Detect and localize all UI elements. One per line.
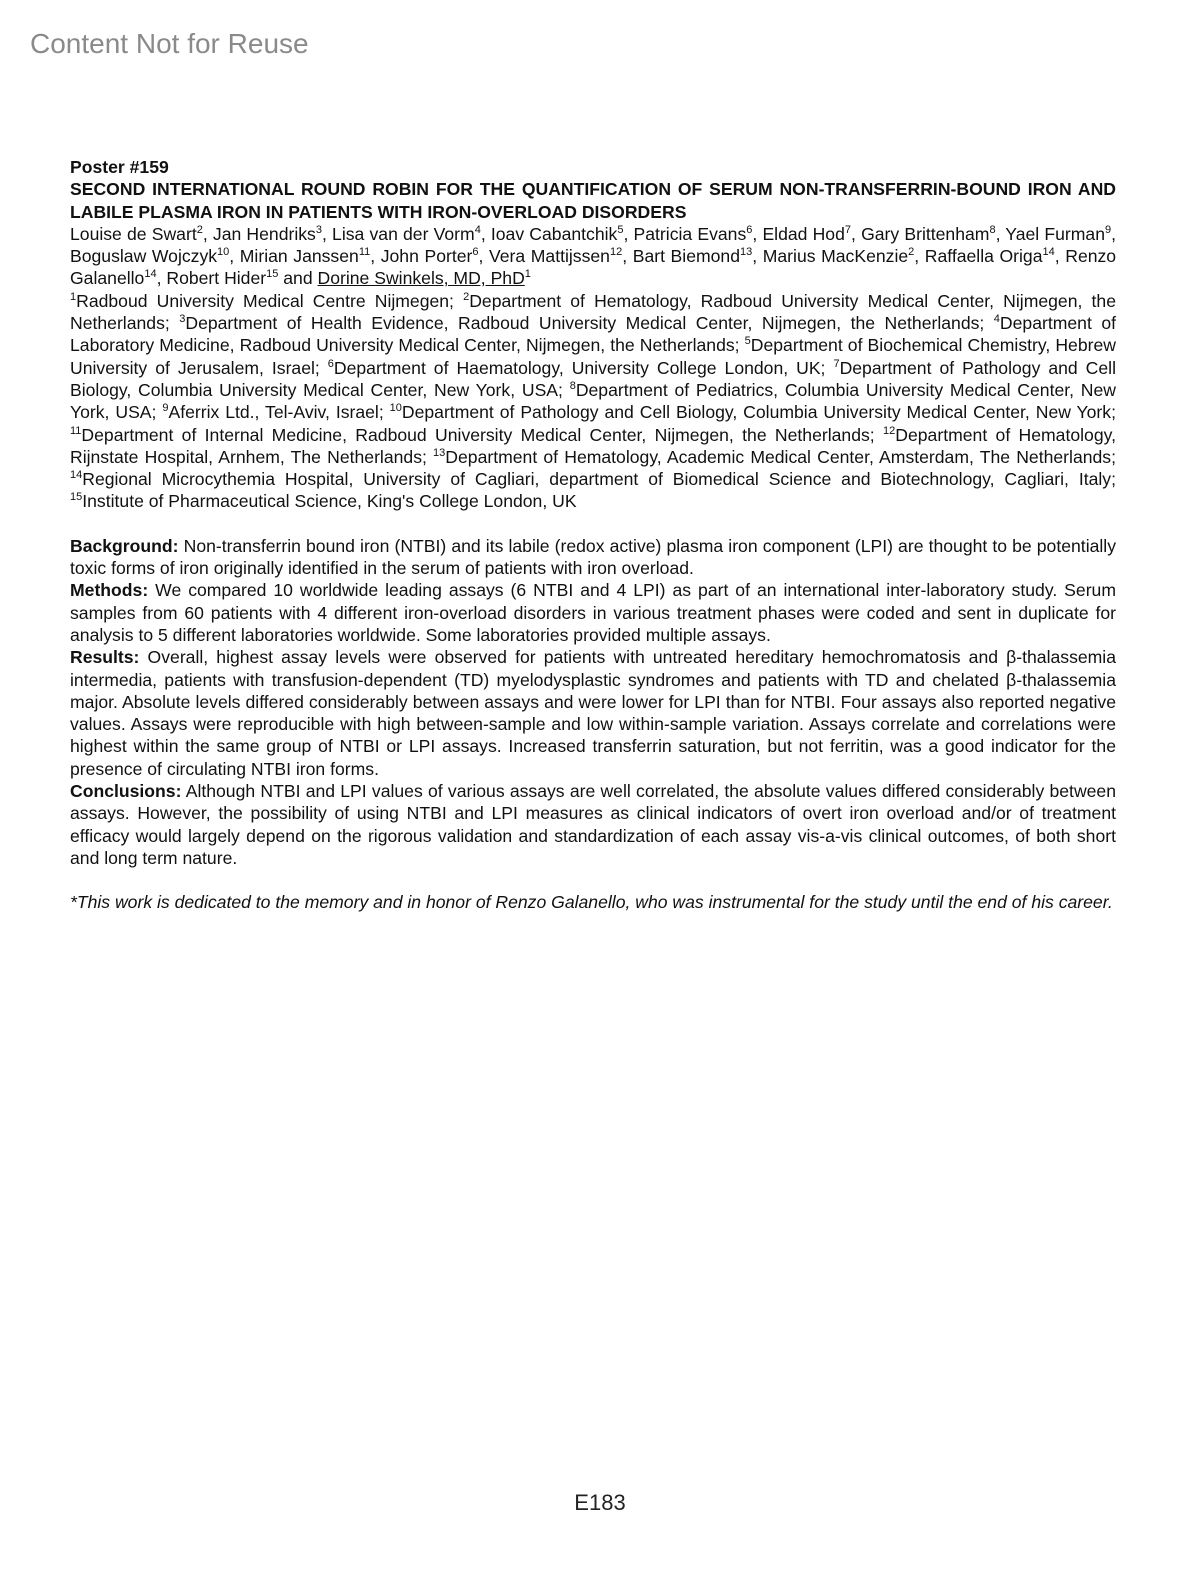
affiliation-number: 1 xyxy=(70,290,77,303)
affiliation-text: Department of Biochemical Chemistry, Hebrew University of Jerusalem, Israel; xyxy=(70,335,1116,378)
author-affiliation-number: 6 xyxy=(746,224,753,237)
author xyxy=(491,224,634,244)
dedication-note: *This work is dedicated to the memory and in honor of Renzo Galanello, who was instrumental for the study until the end of his career. xyxy=(70,892,1113,913)
affiliation xyxy=(70,291,463,311)
author-name: Gary Brittenham xyxy=(861,223,990,244)
author xyxy=(634,224,763,244)
spacer xyxy=(70,869,1116,891)
author-separator: , xyxy=(851,223,862,244)
author-name: John Porter xyxy=(380,246,473,267)
affiliation-number: 7 xyxy=(833,357,840,370)
author-name: Dorine Swinkels, MD, PhD xyxy=(317,268,525,289)
author-affiliation-number: 6 xyxy=(472,246,479,259)
author xyxy=(166,268,317,288)
affiliation xyxy=(179,313,994,333)
author xyxy=(213,224,332,244)
author-affiliation-number: 12 xyxy=(609,246,623,259)
results-section xyxy=(70,646,1116,780)
spacer xyxy=(70,513,1116,535)
affiliation xyxy=(162,402,389,422)
affiliation-number: 4 xyxy=(993,313,1000,326)
author xyxy=(332,224,491,244)
author-name: Mirian Janssen xyxy=(239,246,359,267)
author-separator: , xyxy=(752,246,763,267)
affiliation-text: Regional Microcythemia Hospital, University of Cagliari, department of Biomedical Science and Biotechnology, Cagliari, Italy; xyxy=(82,469,1116,490)
author-affiliation-number: 8 xyxy=(989,224,996,237)
author-separator: , xyxy=(478,246,489,267)
author xyxy=(762,224,861,244)
affiliation-text: Institute of Pharmaceutical Science, King's College London, UK xyxy=(82,491,577,512)
author-separator: , xyxy=(622,246,633,267)
page-number: E183 xyxy=(574,1490,626,1515)
author xyxy=(861,224,1005,244)
affiliation-text: Department of Pathology and Cell Biology, Columbia University Medical Center, New York; xyxy=(401,402,1116,423)
author xyxy=(489,246,633,266)
author-name: Jan Hendriks xyxy=(212,223,316,244)
affiliation-number: 15 xyxy=(70,491,83,504)
author-name: Louise de Swart xyxy=(70,223,197,244)
affiliation-number: 14 xyxy=(70,469,83,482)
author-affiliation-number: 9 xyxy=(1104,224,1112,237)
affiliation-text: Department of Laboratory Medicine, Radboud University Medical Center, Nijmegen, the Netherlands; xyxy=(70,313,1116,356)
author xyxy=(70,224,213,244)
affiliation-number: 11 xyxy=(70,424,82,437)
affiliation xyxy=(70,425,883,445)
author-name: Robert Hider xyxy=(166,268,267,289)
author xyxy=(70,246,240,266)
author-name: Lisa van der Vorm xyxy=(332,223,475,244)
author-name: Vera Mattijssen xyxy=(488,246,610,267)
affiliation-text: Radboud University Medical Centre Nijmegen; xyxy=(76,290,464,311)
affiliation xyxy=(70,491,577,511)
affiliation-number: 12 xyxy=(883,424,896,437)
affiliation-text: Department of Hematology, Rijnstate Hospital, Arnhem, The Netherlands; xyxy=(70,424,1116,467)
abstract xyxy=(70,156,1116,914)
methods-text: We compared 10 worldwide leading assays (6 NTBI and 4 LPI) as part of an international inter-laboratory study. Serum samples from 60 patients with 4 different iron-overload disorders in various treatment phases were coded and sent in duplicate for analysis to 5 different laboratories worldwide. Some laboratories provided multiple assays. xyxy=(70,580,1117,645)
results-text: Overall, highest assay levels were observed for patients with untreated hereditary hemochromatosis and β-thalassemia intermedia, patients with transfusion-dependent (TD) myelodysplastic syndromes and patients with TD and chelated β-thalassemia major. Absolute levels differed considerably between assays and were lower for LPI than for NTBI. Four assays also reported negative values. Assays were reproducible with high between-sample and low within-sample variation. Assays correlate and correlations were highest within the same group of NTBI or LPI assays. Increased transferrin saturation, but not ferritin, was a good indicator for the presence of circulating NTBI iron forms. xyxy=(70,647,1116,779)
author-name: Marius MacKenzie xyxy=(762,246,909,267)
author-separator: , xyxy=(229,246,240,267)
affiliation xyxy=(433,447,1116,467)
author-affiliation-number: 3 xyxy=(315,224,322,237)
affiliation-number: 5 xyxy=(744,335,751,348)
affiliation-number: 2 xyxy=(463,290,470,303)
author-separator: , xyxy=(623,223,634,244)
background-text: Non-transferrin bound iron (NTBI) and its labile (redox active) plasma iron component (LPI) are thought to be potentially toxic forms of iron originally identified in the serum of patients with iron overload. xyxy=(70,535,1116,579)
conclusions-text: Although NTBI and LPI values of various assays are well correlated, the absolute values differed considerably between assays. However, the possibility of using NTBI and LPI measures as clinical indicators of overt iron overload and/or of treatment efficacy would largely depend on the rigorous validation and standardization of each assay vis-a-vis clinical outcomes, of both short and long term nature. xyxy=(70,781,1117,868)
affiliation-number: 8 xyxy=(569,380,576,393)
author-separator: , xyxy=(995,223,1006,244)
author-affiliation-number: 14 xyxy=(1042,246,1055,259)
affiliation-text: Aferrix Ltd., Tel-Aviv, Israel; xyxy=(168,402,390,423)
affiliation xyxy=(390,402,1116,422)
author-affiliation-number: 7 xyxy=(844,224,851,237)
affiliation-text: Department of Haematology, University College London, UK; xyxy=(333,357,834,378)
author-name: Boguslaw Wojczyk xyxy=(70,246,218,267)
affiliation-text: Department of Pathology and Cell Biology, Columbia University Medical Center, New York, USA; xyxy=(70,357,1116,400)
affiliation-number: 10 xyxy=(389,402,402,415)
author-separator: and xyxy=(278,268,318,289)
author xyxy=(240,246,381,266)
methods-label: Methods: xyxy=(70,580,149,601)
affiliation-number: 13 xyxy=(433,447,446,459)
author-affiliation-number: 4 xyxy=(474,224,481,237)
author-affiliation-number: 1 xyxy=(524,268,531,281)
author-affiliation-number: 5 xyxy=(617,224,624,237)
author xyxy=(763,246,925,266)
affiliation xyxy=(70,469,1116,489)
author-affiliation-number: 13 xyxy=(740,246,753,259)
affiliation-text: Department of Hematology, Academic Medical Center, Amsterdam, The Netherlands; xyxy=(445,446,1116,467)
author-affiliation-number: 15 xyxy=(266,268,279,281)
affiliation-text: Department of Internal Medicine, Radboud University Medical Center, Nijmegen, the Netherlands; xyxy=(81,424,884,445)
author xyxy=(925,246,1065,266)
author-name: Yael Furman xyxy=(1005,223,1105,244)
author-name: Raffaella Origa xyxy=(924,246,1043,267)
methods-section xyxy=(70,579,1116,646)
author-separator: , xyxy=(321,223,333,244)
author-separator: , xyxy=(752,223,763,244)
affiliation-text: Department of Hematology, Radboud University Medical Center, Nijmegen, the Netherlands; xyxy=(70,290,1116,334)
affiliation-number: 3 xyxy=(179,313,186,326)
author-separator: , xyxy=(914,246,925,267)
author xyxy=(318,268,531,288)
author xyxy=(633,246,763,266)
author xyxy=(381,246,489,266)
author-affiliation-number: 10 xyxy=(217,246,230,259)
affiliation-number: 6 xyxy=(327,357,334,370)
abstract-title: SECOND INTERNATIONAL ROUND ROBIN FOR THE QUANTIFICATION OF SERUM NON-TRANSFERRIN-BOUND IRON AND LABILE PLASMA IRON IN PATIENTS WITH IRON-OVERLOAD DISORDERS xyxy=(70,179,1116,222)
author xyxy=(1005,224,1116,244)
author-name: Renzo Galanello xyxy=(70,246,1117,289)
poster-number: Poster #159 xyxy=(70,157,169,177)
background-section xyxy=(70,535,1116,580)
author-name: Eldad Hod xyxy=(762,223,845,244)
author-name: Patricia Evans xyxy=(633,223,747,244)
conclusions-label: Conclusions: xyxy=(70,781,182,802)
author-separator: , xyxy=(202,223,213,244)
author-affiliation-number: 2 xyxy=(908,246,915,259)
author-separator: , xyxy=(370,246,381,267)
author-separator: , xyxy=(1111,223,1116,244)
author-affiliation-number: 11 xyxy=(358,246,371,259)
author-separator: , xyxy=(156,268,167,289)
conclusions-section xyxy=(70,780,1116,869)
affiliation-text: Department of Health Evidence, Radboud University Medical Center, Nijmegen, the Netherlands; xyxy=(185,313,994,334)
author-separator: , xyxy=(480,223,491,244)
results-label: Results: xyxy=(70,647,140,668)
watermark: Content Not for Reuse xyxy=(30,28,309,59)
affiliation-number: 9 xyxy=(162,402,169,415)
background-label: Background: xyxy=(70,535,179,556)
author-affiliation-number: 14 xyxy=(144,268,157,281)
author-name: Bart Biemond xyxy=(632,246,740,267)
author-affiliation-number: 2 xyxy=(196,224,203,237)
affiliation xyxy=(328,358,834,378)
affiliation-list xyxy=(70,290,1116,513)
author-list xyxy=(70,223,1116,290)
author-separator: , xyxy=(1054,246,1066,267)
author-name: Ioav Cabantchik xyxy=(490,223,618,244)
affiliation-text: Department of Pediatrics, Columbia University Medical Center, New York, USA; xyxy=(70,379,1116,423)
